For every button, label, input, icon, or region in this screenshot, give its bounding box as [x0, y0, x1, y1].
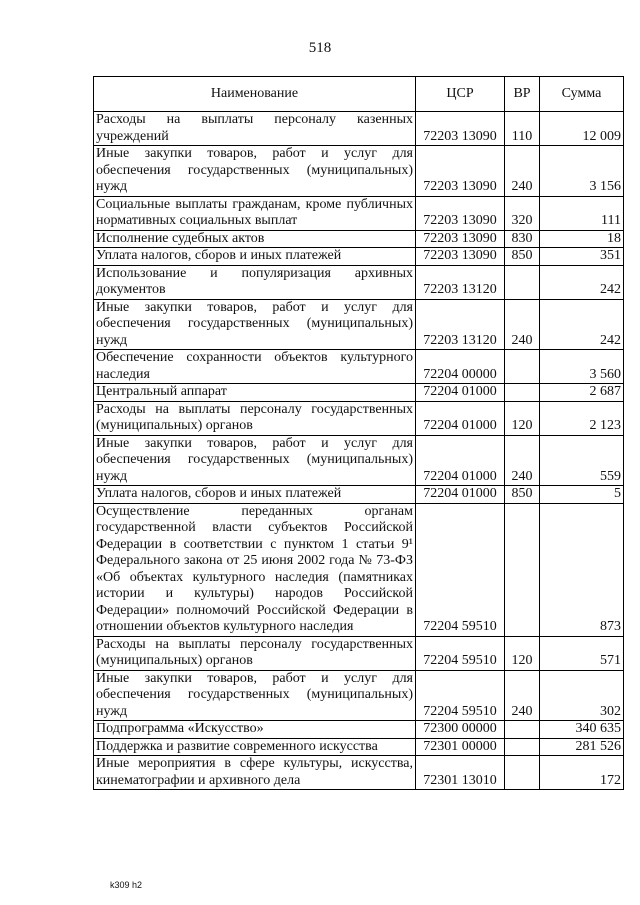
- table-row: [94, 350, 624, 384]
- row-csr-cell: 72204 59510: [416, 670, 505, 721]
- row-vr-cell: [505, 738, 540, 756]
- row-sum-cell: 340 635: [540, 721, 624, 739]
- row-sum-cell: 18: [540, 230, 624, 248]
- table-row: [94, 721, 624, 739]
- row-name-cell: Уплата налогов, сборов и иных платежей: [94, 486, 416, 504]
- row-csr-cell: 72203 13120: [416, 265, 505, 299]
- row-vr-cell: 240: [505, 670, 540, 721]
- budget-table: [93, 76, 624, 790]
- row-vr-cell: [505, 503, 540, 636]
- row-vr-cell: [505, 384, 540, 402]
- row-vr-cell: 320: [505, 196, 540, 230]
- table-row: [94, 265, 624, 299]
- table-row: [94, 486, 624, 504]
- row-vr-cell: 120: [505, 401, 540, 435]
- row-csr-cell: 72203 13090: [416, 248, 505, 266]
- row-csr-cell: 72301 00000: [416, 738, 505, 756]
- table-row: [94, 756, 624, 790]
- row-vr-cell: [505, 350, 540, 384]
- row-vr-cell: [505, 756, 540, 790]
- row-vr-cell: 120: [505, 636, 540, 670]
- row-name-cell: Уплата налогов, сборов и иных платежей: [94, 248, 416, 266]
- row-name-cell: Иные закупки товаров, работ и услуг для обеспечения государственных (муниципальных) нужд: [94, 435, 416, 486]
- row-csr-cell: 72203 13120: [416, 299, 505, 350]
- row-csr-cell: 72203 13090: [416, 146, 505, 197]
- table-row: [94, 401, 624, 435]
- row-csr-cell: 72204 59510: [416, 636, 505, 670]
- row-sum-cell: 571: [540, 636, 624, 670]
- row-vr-cell: 850: [505, 486, 540, 504]
- footer-code: k309 h2: [110, 880, 143, 890]
- table-row: [94, 435, 624, 486]
- row-sum-cell: 351: [540, 248, 624, 266]
- row-csr-cell: 72203 13090: [416, 112, 505, 146]
- row-sum-cell: 111: [540, 196, 624, 230]
- header-name: Наименование: [94, 77, 416, 112]
- row-name-cell: Обеспечение сохранности объектов культурного наследия: [94, 350, 416, 384]
- row-vr-cell: 240: [505, 146, 540, 197]
- row-name-cell: Иные закупки товаров, работ и услуг для обеспечения государственных (муниципальных) нужд: [94, 146, 416, 197]
- table-row: [94, 384, 624, 402]
- row-name-cell: Расходы на выплаты персоналу казенных учреждений: [94, 112, 416, 146]
- table-row: [94, 248, 624, 266]
- row-csr-cell: 72301 13010: [416, 756, 505, 790]
- row-name-cell: Иные закупки товаров, работ и услуг для обеспечения государственных (муниципальных) нужд: [94, 299, 416, 350]
- row-name-cell: Подпрограмма «Искусство»: [94, 721, 416, 739]
- row-sum-cell: 2 687: [540, 384, 624, 402]
- row-csr-cell: 72204 01000: [416, 486, 505, 504]
- header-vr: ВР: [505, 77, 540, 112]
- table-row: [94, 738, 624, 756]
- row-name-cell: Исполнение судебных актов: [94, 230, 416, 248]
- row-name-cell: Иные закупки товаров, работ и услуг для обеспечения государственных (муниципальных) нужд: [94, 670, 416, 721]
- table-row: [94, 196, 624, 230]
- row-vr-cell: 850: [505, 248, 540, 266]
- row-vr-cell: 240: [505, 435, 540, 486]
- row-sum-cell: 302: [540, 670, 624, 721]
- table-row: [94, 299, 624, 350]
- row-sum-cell: 5: [540, 486, 624, 504]
- row-csr-cell: 72204 59510: [416, 503, 505, 636]
- table-row: [94, 112, 624, 146]
- row-name-cell: Расходы на выплаты персоналу государственных (муниципальных) органов: [94, 636, 416, 670]
- header-sum: Сумма: [540, 77, 624, 112]
- table-body: [94, 112, 624, 790]
- header-csr: ЦСР: [416, 77, 505, 112]
- row-sum-cell: 242: [540, 265, 624, 299]
- table-row: [94, 636, 624, 670]
- row-sum-cell: 281 526: [540, 738, 624, 756]
- page-number: 518: [308, 40, 332, 56]
- row-name-cell: Социальные выплаты гражданам, кроме публичных нормативных социальных выплат: [94, 196, 416, 230]
- row-csr-cell: 72300 00000: [416, 721, 505, 739]
- row-vr-cell: 240: [505, 299, 540, 350]
- row-sum-cell: 12 009: [540, 112, 624, 146]
- row-name-cell: Иные мероприятия в сфере культуры, искусства, кинематографии и архивного дела: [94, 756, 416, 790]
- row-vr-cell: 830: [505, 230, 540, 248]
- table-row: [94, 670, 624, 721]
- row-sum-cell: 873: [540, 503, 624, 636]
- row-csr-cell: 72203 13090: [416, 230, 505, 248]
- row-name-cell: Расходы на выплаты персоналу государственных (муниципальных) органов: [94, 401, 416, 435]
- row-sum-cell: 242: [540, 299, 624, 350]
- row-csr-cell: 72204 01000: [416, 384, 505, 402]
- row-sum-cell: 3 156: [540, 146, 624, 197]
- row-vr-cell: 110: [505, 112, 540, 146]
- table-header-row: [94, 77, 624, 112]
- row-sum-cell: 3 560: [540, 350, 624, 384]
- table-row: [94, 503, 624, 636]
- table-row: [94, 146, 624, 197]
- row-csr-cell: 72204 01000: [416, 435, 505, 486]
- row-name-cell: Использование и популяризация архивных документов: [94, 265, 416, 299]
- row-csr-cell: 72204 01000: [416, 401, 505, 435]
- row-name-cell: Осуществление переданных органам государственной власти субъектов Российской Федерации в соответствии с пунктом 1 статьи 9¹ Федерального закона от 25 июня 2002 года № 73-ФЗ «Об объектах культурного наследия (памятниках истории и культуры) народов Российской Федерации» полномочий Российской Федерации в отношении объектов культурного наследия: [94, 503, 416, 636]
- row-sum-cell: 559: [540, 435, 624, 486]
- table-row: [94, 230, 624, 248]
- row-vr-cell: [505, 721, 540, 739]
- row-csr-cell: 72204 00000: [416, 350, 505, 384]
- row-csr-cell: 72203 13090: [416, 196, 505, 230]
- row-sum-cell: 172: [540, 756, 624, 790]
- row-vr-cell: [505, 265, 540, 299]
- row-sum-cell: 2 123: [540, 401, 624, 435]
- row-name-cell: Поддержка и развитие современного искусства: [94, 738, 416, 756]
- row-name-cell: Центральный аппарат: [94, 384, 416, 402]
